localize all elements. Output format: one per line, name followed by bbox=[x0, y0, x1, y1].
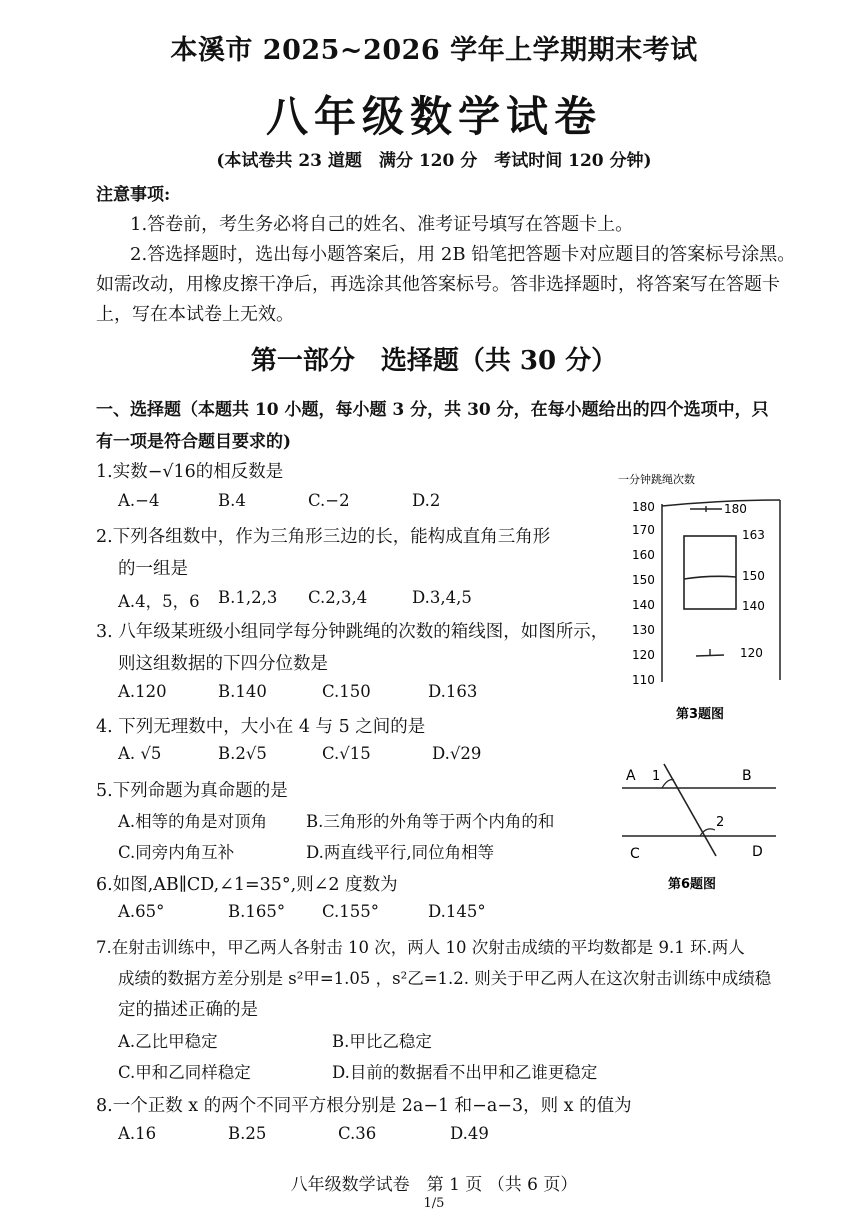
question-6-stem: 6.如图,AB∥CD,∠1=35°,则∠2 度数为 bbox=[96, 875, 398, 895]
question-8-stem: 8.一个正数 x 的两个不同平方根分别是 2a−1 和−a−3，则 x 的值为 bbox=[96, 1096, 632, 1116]
question-7-stem-2: 成绩的数据方差分别是 s²甲=1.05 ，s²乙=1.2. 则关于甲乙两人在这次射击训练中成绩稳 bbox=[118, 969, 772, 988]
notice-heading: 注意事项: bbox=[96, 185, 171, 205]
question-7-option-a: A.乙比甲稳定 bbox=[118, 1032, 218, 1051]
axis-tick-120: 120 bbox=[632, 648, 655, 662]
axis-tick-110: 110 bbox=[632, 673, 655, 687]
axis-tick-140: 140 bbox=[632, 598, 655, 612]
figure-3-boxplot bbox=[612, 466, 792, 731]
question-1-option-d: D.2 bbox=[412, 491, 441, 510]
label-median: 150 bbox=[742, 569, 765, 583]
question-5-option-c: C.同旁内角互补 bbox=[118, 843, 235, 862]
figure-3-title: 一分钟跳绳次数 bbox=[618, 473, 695, 486]
question-5-option-b: B.三角形的外角等于两个内角的和 bbox=[306, 812, 555, 831]
question-4-option-d: D.√29 bbox=[432, 744, 482, 763]
question-2-stem-1: 2.下列各组数中，作为三角形三边的长，能构成直角三角形 bbox=[96, 527, 551, 547]
question-5-option-a: A.相等的角是对顶角 bbox=[118, 812, 268, 831]
paper-title: 八年级数学试卷 bbox=[265, 92, 602, 141]
question-8-option-a: A.16 bbox=[118, 1124, 157, 1143]
question-1-stem: 1.实数−√16的相反数是 bbox=[96, 462, 284, 482]
label-b: B bbox=[742, 768, 752, 784]
transversal-line bbox=[664, 764, 716, 856]
label-c: C bbox=[630, 846, 640, 862]
question-8-option-b: B.25 bbox=[228, 1124, 267, 1143]
question-5-option-d: D.两直线平行,同位角相等 bbox=[306, 843, 495, 862]
notice-line-3: 如需改动，用橡皮擦干净后，再选涂其他答案标号。答非选择题时，将答案写在答题卡 bbox=[96, 274, 780, 295]
question-2-option-c: C.2,3,4 bbox=[308, 588, 368, 607]
question-4-option-b: B.2√5 bbox=[218, 744, 267, 763]
question-4-stem: 4. 下列无理数中，大小在 4 与 5 之间的是 bbox=[96, 717, 426, 737]
question-2-stem-2: 的一组是 bbox=[118, 559, 188, 579]
question-3-option-c: C.150 bbox=[322, 682, 371, 701]
box-median-line bbox=[684, 576, 736, 579]
question-1-option-a: A.−4 bbox=[118, 491, 160, 510]
question-8-option-d: D.49 bbox=[450, 1124, 489, 1143]
question-7-option-c: C.甲和乙同样稳定 bbox=[118, 1063, 251, 1082]
question-1-option-c: C.−2 bbox=[308, 491, 350, 510]
label-max: 180 bbox=[724, 502, 747, 516]
notice-line-2: 2.答选择题时，选出每小题答案后，用 2B 铅笔把答题卡对应题目的答案标号涂黑。 bbox=[130, 244, 796, 265]
axis-tick-150: 150 bbox=[632, 573, 655, 587]
question-7-option-d: D.目前的数据看不出甲和乙谁更稳定 bbox=[332, 1063, 598, 1082]
box-iqr bbox=[684, 536, 736, 609]
question-7-stem-1: 7.在射击训练中，甲乙两人各射击 10 次，两人 10 次射击成绩的平均数都是 9.1 环.两人 bbox=[96, 938, 745, 957]
axis-tick-170: 170 bbox=[632, 523, 655, 537]
question-6-option-d: D.145° bbox=[428, 902, 486, 921]
question-5-stem: 5.下列命题为真命题的是 bbox=[96, 781, 288, 801]
section-instruction-2: 有一项是符合题目要求的) bbox=[96, 432, 292, 452]
question-3-option-d: D.163 bbox=[428, 682, 478, 701]
label-angle-1: 1 bbox=[652, 769, 661, 784]
question-3-option-a: A.120 bbox=[118, 682, 167, 701]
question-7-option-b: B.甲比乙稳定 bbox=[332, 1032, 432, 1051]
exam-title: 本溪市 2025~2026 学年上学期期末考试 bbox=[170, 35, 698, 66]
figure-3-frame-top bbox=[662, 500, 780, 506]
question-6-option-b: B.165° bbox=[228, 902, 286, 921]
paper-subtitle: (本试卷共 23 道题 满分 120 分 考试时间 120 分钟) bbox=[216, 151, 652, 171]
angle-1-arc bbox=[662, 780, 674, 788]
notice-line-4: 上，写在本试卷上无效。 bbox=[96, 304, 294, 325]
question-8-option-c: C.36 bbox=[338, 1124, 377, 1143]
axis-tick-130: 130 bbox=[632, 623, 655, 637]
question-2-option-a: A.4，5，6 bbox=[118, 592, 200, 611]
question-1-option-b: B.4 bbox=[218, 491, 246, 510]
question-3-stem-1: 3. 八年级某班级小组同学每分钟跳绳的次数的箱线图，如图所示， bbox=[96, 622, 609, 642]
label-a: A bbox=[626, 768, 636, 784]
question-2-option-b: B.1,2,3 bbox=[218, 588, 278, 607]
question-7-stem-3: 定的描述正确的是 bbox=[118, 1000, 258, 1020]
label-d: D bbox=[752, 844, 763, 860]
figure-6-parallel-lines bbox=[618, 760, 783, 895]
page-footer: 八年级数学试卷 第 1 页 （共 6 页） bbox=[290, 1175, 578, 1195]
label-q3: 163 bbox=[742, 528, 765, 542]
question-4-option-a: A. √5 bbox=[118, 744, 162, 763]
page-number: 1/5 bbox=[423, 1196, 445, 1211]
question-4-option-c: C.√15 bbox=[322, 744, 371, 763]
notice-line-1: 1.答卷前，考生务必将自己的姓名、准考证号填写在答题卡上。 bbox=[130, 214, 634, 235]
question-3-stem-2: 则这组数据的下四分位数是 bbox=[118, 654, 328, 674]
axis-tick-180: 180 bbox=[632, 500, 655, 514]
question-2-option-d: D.3,4,5 bbox=[412, 588, 472, 607]
label-q1: 140 bbox=[742, 599, 765, 613]
question-3-option-b: B.140 bbox=[218, 682, 267, 701]
figure-6-caption: 第6题图 bbox=[668, 877, 717, 892]
angle-2-arc bbox=[700, 829, 715, 836]
section-instruction-1: 一、选择题（本题共 10 小题，每小题 3 分，共 30 分，在每小题给出的四个选项中，只 bbox=[96, 400, 769, 420]
question-6-option-c: C.155° bbox=[322, 902, 380, 921]
axis-tick-160: 160 bbox=[632, 548, 655, 562]
section-title: 第一部分 选择题（共 30 分） bbox=[250, 346, 618, 376]
figure-3-caption: 第3题图 bbox=[676, 707, 725, 722]
question-6-option-a: A.65° bbox=[118, 902, 165, 921]
label-angle-2: 2 bbox=[716, 815, 725, 830]
label-min: 120 bbox=[740, 646, 763, 660]
